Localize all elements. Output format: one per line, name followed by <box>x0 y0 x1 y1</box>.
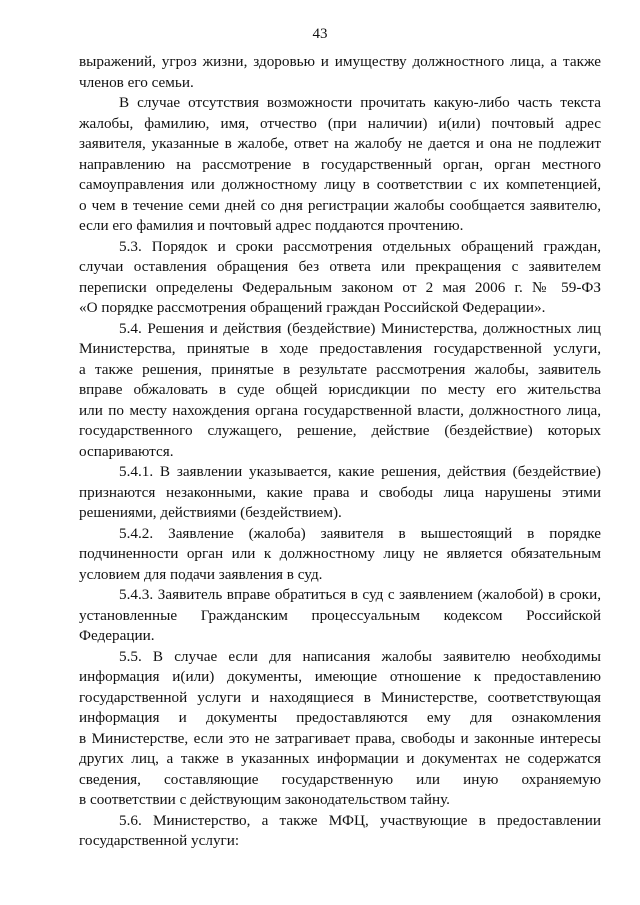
text-line: государственной услуги и находящиеся в Министерстве, соответствующая <box>79 688 601 706</box>
text-line: в соответствии с действующим законодательством тайну. <box>79 791 450 808</box>
text-line: государственной услуги: <box>79 832 240 849</box>
text-line: или по месту нахождения органа государственной власти, должностного лица, <box>79 401 601 419</box>
text-line: направлению на рассмотрение в государственный орган, орган местного <box>79 155 601 173</box>
text-line: решениями, действиями (бездействием). <box>79 504 342 521</box>
text-line: 5.5. В случае если для написания жалобы заявителю необходимы <box>119 647 601 665</box>
text-line: 5.4.1. В заявлении указывается, какие решения, действия (бездействие) <box>119 463 601 480</box>
text-line: 5.4.2. Заявление (жалоба) заявителя в вышестоящий в порядке <box>119 524 601 542</box>
text-line: условием для подачи заявления в суд. <box>79 565 323 583</box>
text-line: выражений, угроз жизни, здоровью и имуществу должностного лица, а также <box>79 53 601 70</box>
text-line: 5.6. Министерство, а также МФЦ, участвующие в предоставлении <box>119 811 601 829</box>
text-line: жалобы, фамилию, имя, отчество (при наличии) и(или) почтовый адрес <box>79 114 601 132</box>
text-line: признаются незаконными, какие права и свободы лица нарушены этими <box>79 483 601 501</box>
text-line: «О порядке рассмотрения обращений граждан Российской Федерации». <box>79 299 546 316</box>
text-line: 5.4.3. Заявитель вправе обратиться в суд с заявлением (жалобой) в сроки, <box>119 586 601 603</box>
text-line: заявителя, указанные в жалобе, ответ на жалобу не дается и она не подлежит <box>79 135 601 152</box>
text-line: подчиненности орган или к должностному лицу не является обязательным <box>79 545 601 562</box>
text-line: Министерства, принятые в ходе предоставления государственной услуги, <box>79 340 601 357</box>
text-line: 5.3. Порядок и сроки рассмотрения отдельных обращений граждан, <box>119 237 601 255</box>
text-line: Федерации. <box>79 627 155 644</box>
text-line: о чем в течение семи дней со дня регистрации жалобы сообщается заявителю, <box>79 196 601 214</box>
text-line: оспариваются. <box>79 442 174 460</box>
text-line: В случае отсутствия возможности прочитать какую-либо часть текста <box>119 94 601 111</box>
text-line: членов его семьи. <box>79 73 194 91</box>
text-line: а также решения, принятые в результате рассмотрения жалобы, заявитель <box>79 360 601 378</box>
text-line: других лиц, а также в указанных информации и документах не содержатся <box>79 750 601 767</box>
text-line: случаи оставления обращения без ответа или прекращения с заявителем <box>79 258 601 275</box>
text-line: вправе обжаловать в суде общей юрисдикции по месту его жительства <box>79 381 601 398</box>
text-line: 5.4. Решения и действия (бездействие) Министерства, должностных лиц <box>119 319 601 337</box>
document-body <box>79 52 601 852</box>
text-line: сведения, составляющие государственную или иную охраняемую <box>79 770 601 788</box>
text-line: в Министерстве, если это не затрагивает права, свободы и законные интересы <box>79 729 601 747</box>
text-line: информация и документы предоставляются ему для ознакомления <box>79 709 601 726</box>
text-line: переписки определены Федеральным законом от 2 мая 2006 г. № 59-ФЗ <box>79 278 601 296</box>
text-line: самоуправления или должностному лицу в соответствии с их компетенцией, <box>79 176 601 193</box>
page-number: 43 <box>312 26 328 42</box>
text-line: государственного служащего, решение, действие (бездействие) которых <box>79 422 601 439</box>
text-line: если его фамилия и почтовый адрес поддаются прочтению. <box>79 217 464 234</box>
text-line: информация и(или) документы, имеющие отношение к предоставлению <box>79 668 601 685</box>
text-line: установленные Гражданским процессуальным кодексом Российской <box>79 606 601 624</box>
